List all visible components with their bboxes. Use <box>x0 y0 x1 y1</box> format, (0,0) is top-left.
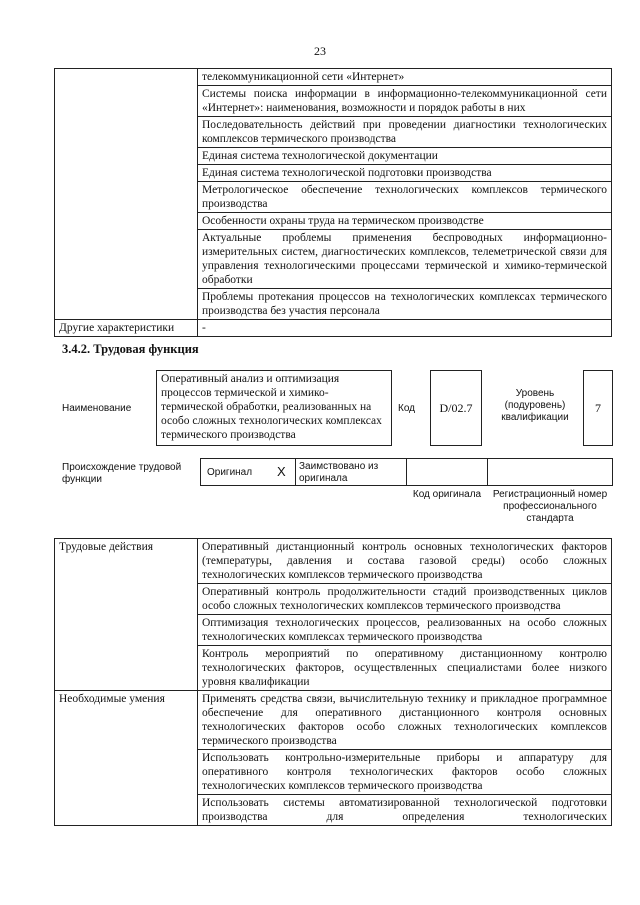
knowledge-table <box>54 68 612 337</box>
table-row <box>55 691 612 750</box>
origin-label: Происхождение трудовой функции <box>62 462 182 485</box>
table-row <box>55 539 612 584</box>
table-cell: Проблемы протекания процессов на технологических комплексах термического производства без участия персонала <box>198 289 612 320</box>
page-number: 23 <box>314 44 326 58</box>
registration-caption: Регистрационный номер профессионального стандарта <box>492 489 608 524</box>
code-caption: Код оригинала <box>412 489 482 500</box>
table-cell: Использовать системы автоматизированной технологической подготовки производства для определения технологических <box>198 795 612 826</box>
table-cell: Системы поиска информации в информационно-телекоммуникационной сети «Интернет»: наименования, возможности и порядок работы в них <box>198 86 612 117</box>
registration-box <box>487 458 613 486</box>
table-cell: Единая система технологической подготовки производства <box>198 165 612 182</box>
table-cell: Единая система технологической документации <box>198 148 612 165</box>
original-code-box <box>406 458 488 486</box>
table-cell: Последовательность действий при проведении диагностики технологических комплексов термического производства <box>198 117 612 148</box>
table-cell: телекоммуникационной сети «Интернет» <box>198 69 612 86</box>
section-title: 3.4.2. Трудовая функция <box>62 342 199 356</box>
table-cell: Оперативный контроль продолжительности стадий производственных циклов особо сложных технологических комплексов термического производства <box>198 584 612 615</box>
name-label: Наименование <box>62 403 132 414</box>
table-cell: Актуальные проблемы применения беспроводных информационно-измерительных систем, диагностических комплексов, телеметрической связи для управления технологическими процессами термической и химико-термической обработки <box>198 230 612 289</box>
table-row <box>55 69 612 86</box>
table-cell: Оптимизация технологических процессов, реализованных на особо сложных технологических комплексах термического производства <box>198 615 612 646</box>
original-mark: X <box>277 464 286 479</box>
other-value: - <box>198 320 612 337</box>
function-code: D/02.7 <box>430 370 482 446</box>
level-label: Уровень (подуровень) квалификации <box>501 388 569 423</box>
empty-label-cell <box>55 69 198 320</box>
other-label: Другие характеристики <box>55 320 198 337</box>
table-cell: Оперативный дистанционный контроль основных технологических факторов (температуры, давления и состава газовой среды) особо сложных технологических комплексов термического производства <box>198 539 612 584</box>
code-label: Код <box>398 403 416 414</box>
original-box <box>200 458 296 486</box>
table-row <box>55 320 612 337</box>
table-cell: Метрологическое обеспечение технологических комплексов термического производства <box>198 182 612 213</box>
level-value: 7 <box>583 370 613 446</box>
table-cell: Применять средства связи, вычислительную технику и прикладное программное обеспечение для оперативного дистанционного контроля основных технологических факторов особо сложных технологических комплексов термического производства <box>198 691 612 750</box>
actions-label: Трудовые действия <box>55 539 198 691</box>
table-cell: Использовать контрольно-измерительные приборы и аппаратуру для оперативного контроля технологических факторов особо сложных технологических комплексов термического производства <box>198 750 612 795</box>
skills-label: Необходимые умения <box>55 691 198 826</box>
original-label: Оригинал <box>207 467 253 478</box>
function-table <box>54 538 612 826</box>
borrowed-label: Заимствовано из оригинала <box>299 461 379 484</box>
table-cell: Особенности охраны труда на термическом производстве <box>198 213 612 230</box>
borrowed-box <box>295 458 407 486</box>
function-name: Оперативный анализ и оптимизация процессов термической и химико-термической обработки, реализованных на особо сложных технологических комплексах термического производства <box>156 370 392 446</box>
table-cell: Контроль мероприятий по оперативному дистанционному контролю технологических факторов, осуществленных специалистами более низкого уровня квалификации <box>198 646 612 691</box>
